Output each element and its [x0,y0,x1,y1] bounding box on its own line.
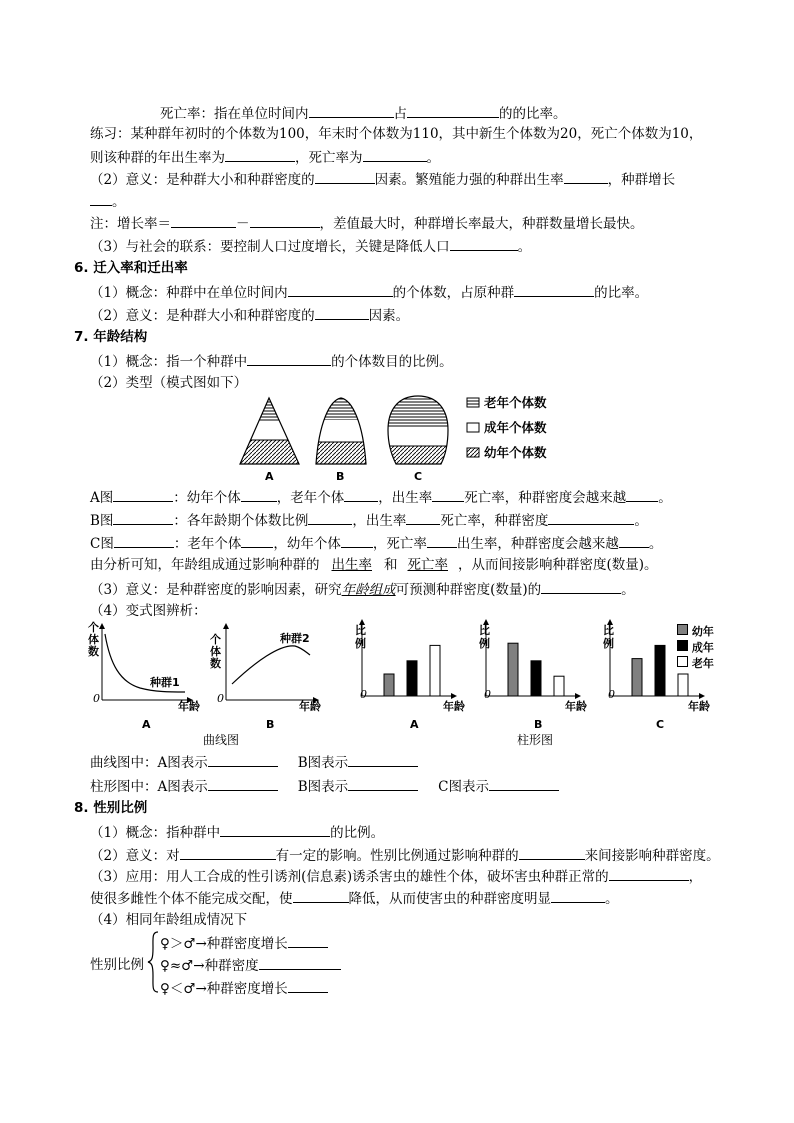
curve-a-label: A [142,718,151,731]
legend-young: 幼年个体数 [484,445,547,460]
type-c-line: C图 ：老年个体 ，幼年个体 ，死亡率 出生率，种群密度会越来越 。 [90,533,662,553]
legend-adult: 成年个体数 [484,420,547,435]
section-8-heading: 8. 性别比例 [74,800,148,816]
blank[interactable] [344,487,378,502]
pyramid-label-b: B [336,470,345,483]
type-a-line: A图 ：幼年个体 ，老年个体 ，出生率 死亡率，种群密度会越来越 。 [90,487,672,507]
legend-old: 老年个体数 [484,395,547,410]
legend-old-swatch [677,656,688,667]
legend-young-swatch [467,448,479,457]
blank[interactable] [171,213,236,228]
legend-old-swatch [467,398,479,407]
bar-a-0 [384,674,394,696]
curve-b-ylabel: 个 体 数 [210,633,221,670]
bar-c-ylabel: 比 例 [603,624,614,650]
blank[interactable] [564,169,608,184]
blank[interactable] [241,487,277,502]
blank[interactable] [341,533,373,548]
blank[interactable] [315,169,375,184]
curve-b-xlabel: 年龄 [299,700,321,713]
bar-caption: 柱形图 [517,733,554,747]
blank[interactable] [208,776,278,791]
note-line: 注：增长率＝ － ，差值最大时，种群增长率最大，种群数量增长最快。 [90,213,644,233]
sex-application: （3）应用：用人工合成的性引诱剂(信息素)诱杀害虫的雄性个体，破坏害虫种群正常的 ， [90,866,702,886]
blank[interactable] [619,533,649,548]
blank[interactable] [626,487,658,502]
curve-caption: 曲线图 [203,733,240,747]
blank[interactable] [407,103,499,118]
blank[interactable] [406,510,440,525]
blank[interactable] [247,351,331,366]
society-line: （3）与社会的联系：要控制人口过度增长，关键是降低人口 。 [90,236,531,256]
exercise-question: 则该种群的年出生率为 ，死亡率为 。 [90,147,440,167]
curve-answer-line: 曲线图中：A图表示 B图表示 [90,752,418,772]
legend-adult-swatch [467,423,479,432]
bar-c-1 [655,645,665,696]
bar-c-0 [632,659,642,696]
blank[interactable] [288,933,328,948]
blank[interactable] [225,147,295,162]
brace-icon [146,930,160,994]
curve-b-label: B [266,718,275,731]
curve-a-origin: 0 [93,692,100,705]
legend-adult-swatch [677,640,688,651]
section-7-heading: 7. 年龄结构 [74,329,148,345]
bar-a-label: A [410,718,419,731]
bar-a-ylabel: 比 例 [355,624,366,650]
bar-b-origin: 0 [484,688,491,701]
sex-concept: （1）概念：指种群中 的比例。 [90,822,384,842]
type-b-line: B图 ：各年龄期个体数比例 ，出生率 死亡率，种群密度 。 [90,510,648,530]
bar-a-origin: 0 [360,688,367,701]
blank[interactable] [348,776,418,791]
blank[interactable] [293,888,349,903]
bar-c-origin: 0 [608,688,615,701]
curve-s1-label: 种群1 [150,676,180,689]
sex-application-cont: 使很多雌性个体不能完成交配，使 降低，从而使害虫的种群密度明显 。 [90,888,619,908]
blank[interactable] [514,282,594,297]
blank[interactable] [250,213,320,228]
blank[interactable] [427,533,457,548]
age-significance: （3）意义：是种群密度的影响因素，研究年龄组成可预测种群密度(数量)的 。 [90,579,635,599]
blank[interactable] [220,822,330,837]
pyramid-label-c: C [414,470,423,483]
blank[interactable] [519,845,585,860]
bar-c-xlabel: 年龄 [688,700,710,713]
curve-s2-label: 种群2 [280,632,310,645]
bar-a-2 [430,645,440,696]
migration-concept: （1）概念：种群中在单位时间内 的个体数，占原种群 的比率。 [90,282,648,302]
sex-row-1: ♀＞♂→种群密度增长 [160,933,328,953]
exercise-line: 练习：某种群年初时的个体数为100，年末时个体数为110，其中新生个体数为20，死亡个体数为10， [90,126,703,142]
sex-ratio-label: 性别比例 [90,957,144,973]
blank[interactable] [548,510,634,525]
bar-b-0 [508,643,518,696]
analysis-line: 由分析可知，年龄组成通过影响种群的 出生率 和 死亡率 ，从而间接影响种群密度(数量)。 [90,557,658,573]
blank[interactable] [609,866,689,881]
blank[interactable] [309,103,394,118]
bar-charts [340,618,720,718]
age-concept: （1）概念：指一个种群中 的个体数目的比例。 [90,351,453,371]
curve-a-xlabel: 年龄 [178,700,200,713]
blank[interactable] [315,305,369,320]
bar-c-2 [678,674,688,696]
bar-b-2 [554,676,564,696]
age-types: （2）类型（模式图如下） [90,375,248,391]
blank[interactable] [180,845,276,860]
blank[interactable] [363,147,427,162]
blank[interactable] [114,533,174,548]
death-rate-def: 死亡率：指在单位时间内 占 的的比率。 [160,103,567,123]
blank[interactable] [288,282,393,297]
blank[interactable] [432,487,464,502]
significance-line: （2）意义：是种群大小和种群密度的 因素。繁殖能力强的种群出生率 ，种群增长 [90,169,675,189]
curve-population-2 [232,646,310,684]
sex-row-2: ♀≈♂→种群密度 [160,955,341,975]
bar-b-xlabel: 年龄 [565,700,587,713]
blank[interactable] [551,888,605,903]
blank[interactable] [113,510,173,525]
blank[interactable] [241,533,273,548]
significance-cont: 。 [90,191,126,211]
bar-legend: 幼年 成年 老年 [677,624,714,672]
same-age-heading: （4）相同年龄组成情况下 [90,912,248,928]
curve-a-ylabel: 个 体 数 [88,621,99,658]
blank[interactable] [450,236,518,251]
blank[interactable] [288,978,328,993]
blank[interactable] [541,579,621,594]
bar-a-xlabel: 年龄 [443,700,465,713]
blank[interactable] [308,510,352,525]
pyramid-label-a: A [265,470,274,483]
bar-b-ylabel: 比 例 [479,624,490,650]
curve-b-origin: 0 [217,692,224,705]
blank[interactable] [90,191,112,206]
blank[interactable] [208,752,278,767]
blank[interactable] [113,487,173,502]
bar-b-label: B [534,718,543,731]
bar-c-label: C [656,718,665,731]
sex-row-3: ♀＜♂→种群密度增长 [160,978,328,998]
legend-swatches [466,397,480,459]
bar-a-1 [407,661,417,696]
blank[interactable] [348,752,418,767]
blank[interactable] [259,955,341,970]
legend-young-swatch [677,624,688,635]
migration-significance: （2）意义：是种群大小和种群密度的 因素。 [90,305,409,325]
section-6-heading: 6. 迁入率和迁出率 [74,260,188,276]
bar-answer-line: 柱形图中：A图表示 B图表示 C图表示 [90,776,559,796]
variant-heading: （4）变式图辨析： [90,603,207,619]
bar-b-1 [531,661,541,696]
sex-significance: （2）意义：对 有一定的影响。性别比例通过影响种群的 来间接影响种群密度。 [90,845,720,865]
blank[interactable] [489,776,559,791]
